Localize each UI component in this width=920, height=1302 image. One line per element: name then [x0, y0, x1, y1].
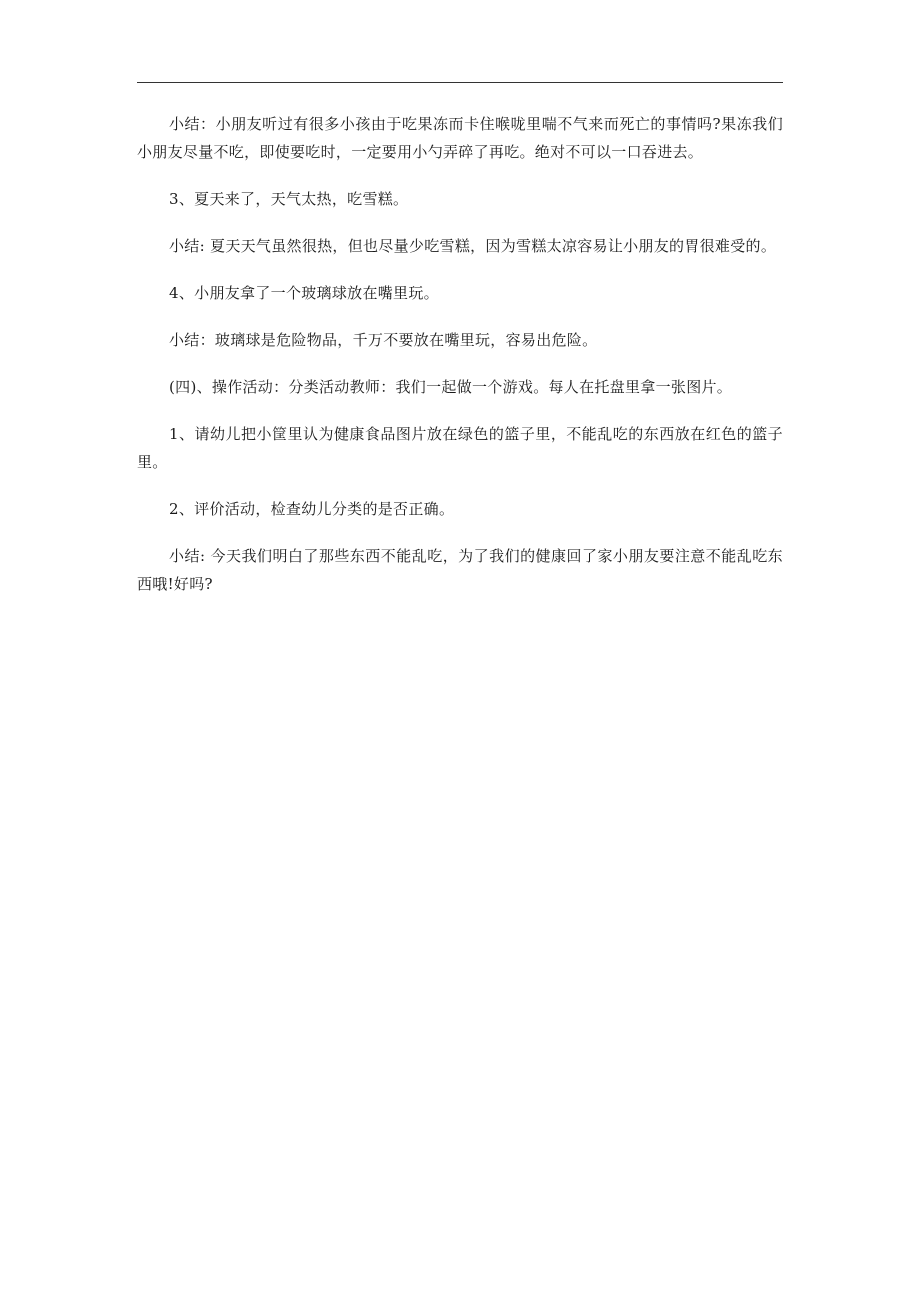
header-rule	[137, 82, 783, 83]
paragraph-summary-jelly: 小结：小朋友听过有很多小孩由于吃果冻而卡住喉咙里喘不气来而死亡的事情吗?果冻我们小朋友尽量不吃，即使要吃时，一定要用小勺弄碎了再吃。绝对不可以一口吞进去。	[137, 115, 783, 161]
paragraph-item-4: 4、小朋友拿了一个玻璃球放在嘴里玩。	[169, 284, 439, 302]
paragraph-summary-glassball: 小结：玻璃球是危险物品，千万不要放在嘴里玩，容易出危险。	[169, 331, 598, 349]
paragraph-activity-step-2: 2、评价活动，检查幼儿分类的是否正确。	[169, 500, 455, 518]
paragraph-final-summary: 小结: 今天我们明白了那些东西不能乱吃，为了我们的健康回了家小朋友要注意不能乱吃东西哦!好吗?	[137, 547, 783, 593]
paragraph-item-3: 3、夏天来了，天气太热，吃雪糕。	[169, 190, 409, 208]
document-body	[137, 110, 783, 598]
paragraph-activity-step-1: 1、请幼儿把小筐里认为健康食品图片放在绿色的篮子里，不能乱吃的东西放在红色的篮子里。	[137, 425, 783, 471]
paragraph-activity-heading: (四)、操作活动：分类活动教师：我们一起做一个游戏。每人在托盘里拿一张图片。	[169, 378, 733, 396]
paragraph-summary-icecream: 小结: 夏天天气虽然很热，但也尽量少吃雪糕，因为雪糕太凉容易让小朋友的胃很难受的。	[169, 237, 777, 255]
